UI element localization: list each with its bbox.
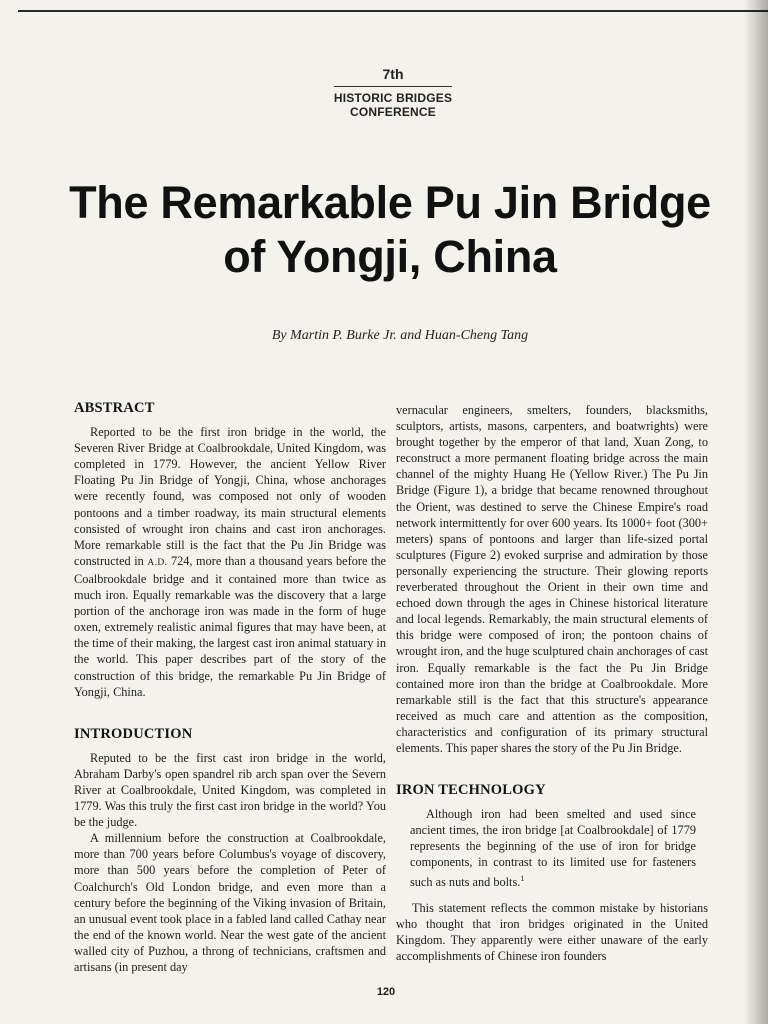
abstract-text-b: 724, more than a thousand years before the Coalbrookdale bridge and it contained more than twice as much iron. Equally remarkable was the discovery that a large portion of the anchorage iron was made in the form of huge oxen, extremely realistic animal figures that may have been, at the time of their making, the largest cast iron animal statuary in the world. This paper describes part of the story of the construction of this bridge, the remarkable Pu Jin Bridge of Yongji, China. — [74, 553, 386, 699]
author-byline: By Martin P. Burke Jr. and Huan-Cheng Tang — [271, 328, 529, 343]
block-quote — [410, 806, 696, 890]
conference-header — [318, 66, 468, 119]
introduction-paragraph-1: Reputed to be the first cast iron bridge in the world, Abraham Darby's open spandrel rib arch span over the Severn River at Coalbrookdale, United Kingdom, was completed in 1779. Was this truly the first cast iron bridge in the world? You be the judge. — [74, 750, 386, 830]
footnote-marker: 1 — [520, 873, 525, 883]
iron-technology-paragraph: This statement reflects the common mistake by historians who thought that iron bridges originated in the United Kingdom. They apparently were either unaware of the early accomplishments of Chinese iron founders — [396, 900, 708, 963]
abstract-text-a: Reported to be the first iron bridge in the world, the Severen River Bridge at Coalbrookdale, United Kingdom, was completed in 1779. However, the ancient Yellow River Floating Pu Jin Bridge of Yongji, China, whose anchorages were recently found, was composed not only of wooden pontoons and a timber roadway, its main structural elements consisted of wrought iron chains and cast iron anchorages. More remarkable still is the fact that the Pu Jin Bridge was constructed in — [74, 425, 386, 568]
title-line-1: The Remarkable Pu Jin Bridge — [69, 177, 711, 228]
continuation-paragraph: vernacular engineers, smelters, founders, blacksmiths, sculptors, artists, masons, carpenters, and boatwrights) were brought together by the emperor of that land, Xuan Zong, to reconstruct a more permanent floating bridge across the main channel of the mighty Huang He (Yellow River.) The Pu Jin Bridge (Figure 1), a bridge that became renowned throughout the Orient, was destined to serve the Chinese Empire's road network intermittently for over 600 years. Its 1000+ foot (300+ meters) spans of pontoons and larger than life-sized portal sculptures (Figure 2) evoked surprise and admiration by those personally experiencing the structure. Their glowing reports reverberated throughout the Orient in their own time and echoed down through the ages in Chinese historical literature and local legends. Remarkably, the main structural elements of this bridge were composed of iron; the pontoon chains of wrought iron, and the huge sculptured chain anchorages of cast iron. Equally remarkable is the fact the Pu Jin Bridge contained more iron than the bridge at Coalbrookdale. More remarkable still is the fact that this structure's appearance received as much care and attention as the composition, characteristics and configuration of its primary structural elements. This paper shares the story of the Pu Jin Bridge. — [396, 403, 708, 755]
conference-line-2: CONFERENCE — [349, 105, 436, 119]
abstract-ad: A.D. — [147, 557, 168, 568]
iron-technology-heading: IRON TECHNOLOGY — [396, 782, 546, 799]
conference-line-1: HISTORIC BRIDGES — [333, 91, 453, 105]
title-line-2: of Yongji, China — [223, 231, 557, 282]
introduction-heading: INTRODUCTION — [74, 725, 193, 742]
quote-text: Although iron had been smelted and used since ancient times, the iron bridge [at Coalbrookdale] of 1779 represents the beginning of the use of iron for bridge components, in contrast to its limited use for fasteners such as nuts and bolts. — [410, 807, 696, 889]
right-column — [396, 402, 708, 964]
top-rule — [18, 10, 768, 12]
scan-edge-shadow — [744, 0, 768, 1024]
paper-title — [60, 176, 720, 284]
conference-number: 7th — [382, 66, 404, 82]
abstract-paragraph — [74, 424, 386, 700]
page-number: 120 — [376, 986, 396, 998]
left-column — [74, 400, 386, 975]
abstract-heading: ABSTRACT — [74, 400, 155, 416]
introduction-paragraph-2: A millennium before the construction at Coalbrookdale, more than 700 years before Columbus's voyage of discovery, more than 500 years before the completion of Peter of Coalchurch's Old London bridge, and even more than a century before the beginning of the Viking invasion of Britain, an unusual event took place in a fabled land called Cathay near the end of the known world. Near the west gate of the ancient walled city of Puzhou, a throng of technicians, craftsmen and artisans (in present day — [74, 831, 386, 974]
conference-rule — [334, 86, 452, 87]
